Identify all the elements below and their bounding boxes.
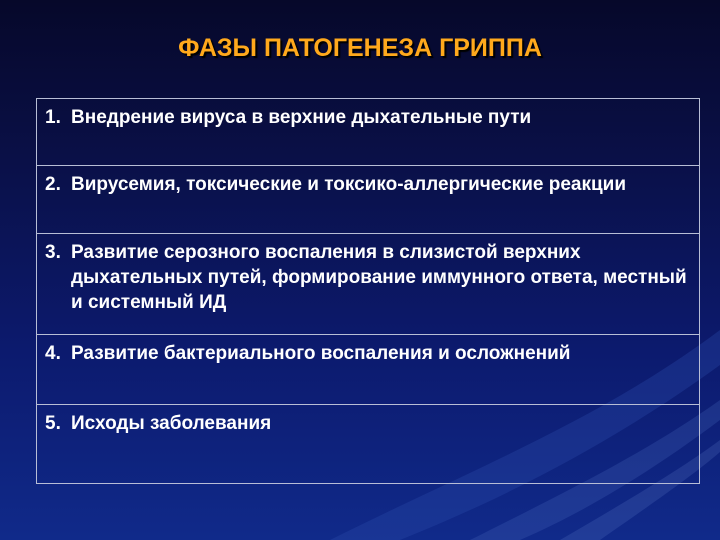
phase-cell	[37, 335, 700, 405]
phase-text: Развитие серозного воспаления в слизистой верхних дыхательных путей, формирование иммунного ответа, местный и системный ИД	[71, 242, 687, 313]
phase-cell	[37, 166, 700, 234]
table-row	[37, 99, 700, 166]
phases-table	[36, 98, 700, 484]
table-row	[37, 166, 700, 234]
phase-cell	[37, 405, 700, 484]
phase-text: Внедрение вируса в верхние дыхательные пути	[71, 107, 532, 128]
phase-number: 4.	[45, 343, 61, 364]
slide-title: ФАЗЫ ПАТОГЕНЕЗА ГРИППА	[178, 34, 542, 62]
table-row	[37, 405, 700, 484]
phase-number: 1.	[45, 107, 61, 128]
phase-text: Исходы заболевания	[71, 413, 272, 434]
phase-cell	[37, 99, 700, 166]
phase-cell	[37, 234, 700, 335]
phase-text: Развитие бактериального воспаления и осложнений	[71, 343, 571, 364]
phase-number: 5.	[45, 413, 61, 434]
phase-number: 2.	[45, 174, 61, 195]
table-row	[37, 335, 700, 405]
table-row	[37, 234, 700, 335]
phase-text: Вирусемия, токсические и токсико-аллергические реакции	[71, 174, 627, 195]
phase-number: 3.	[45, 242, 61, 263]
